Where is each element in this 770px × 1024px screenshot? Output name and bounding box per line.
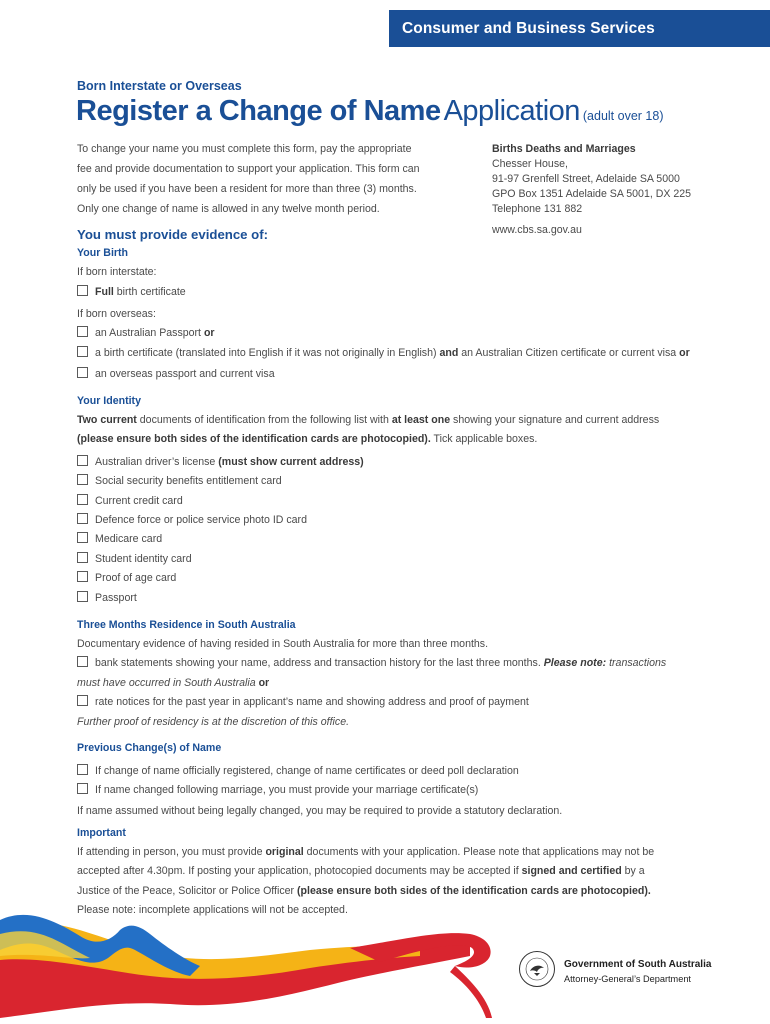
aus-passport-text: an Australian Passport [95, 327, 204, 339]
important-photocopy: (please ensure both sides of the identification cards are photocopied). [297, 885, 651, 897]
full-birth-cert-checkbox[interactable] [77, 285, 88, 296]
important-line [77, 865, 645, 877]
important-text: If attending in person, you must provide [77, 846, 266, 858]
form-eyebrow: Born Interstate or Overseas [77, 79, 242, 93]
id-social-security-checkbox[interactable] [77, 474, 88, 485]
rate-notices-checkbox[interactable] [77, 695, 88, 706]
id-item-label: Proof of age card [95, 572, 177, 584]
intro-line: only be used if you have been a resident for more than three (3) months. [77, 183, 417, 195]
id-student-item [77, 553, 192, 565]
id-passport-checkbox[interactable] [77, 591, 88, 602]
previous-registered-text: If change of name officially registered, change of name certificates or deed poll declaration [95, 765, 519, 777]
id-credit-card-checkbox[interactable] [77, 494, 88, 505]
previous-heading: Previous Change(s) of Name [77, 742, 222, 754]
id-license-text: Australian driver’s license [95, 456, 219, 468]
state-seal-icon [518, 950, 556, 988]
id-license-checkbox[interactable] [77, 455, 88, 466]
bank-statements-checkbox[interactable] [77, 656, 88, 667]
important-line [77, 846, 654, 858]
birth-cert-overseas-checkbox[interactable] [77, 346, 88, 357]
department-name: Attorney-General’s Department [564, 974, 691, 984]
identity-instructions-line [77, 414, 659, 426]
header-bar [389, 10, 770, 47]
important-text: documents with your application. Please note that applications may not be [303, 846, 655, 858]
important-heading: Important [77, 827, 126, 839]
born-overseas-label: If born overseas: [77, 308, 156, 320]
overseas-passport-item [77, 368, 275, 380]
id-social-security-item [77, 475, 282, 487]
previous-note: If name assumed without being legally changed, you may be required to provide a statutory declaration. [77, 805, 563, 817]
birth-heading: Your Birth [77, 247, 129, 259]
id-item-label: Defence force or police service photo ID card [95, 514, 307, 526]
residence-further-note: Further proof of residency is at the discretion of this office. [77, 716, 350, 728]
full-birth-cert-item [77, 286, 186, 298]
rate-notices-item [77, 696, 529, 708]
birth-cert-text: a birth certificate (translated into English if it was not originally in English) [95, 347, 440, 359]
id-credit-card-item [77, 495, 183, 507]
id-item-label: Medicare card [95, 533, 163, 545]
previous-marriage-text: If name changed following marriage, you must provide your marriage certificate(s) [95, 784, 479, 796]
born-interstate-label: If born interstate: [77, 266, 157, 278]
id-student-checkbox[interactable] [77, 552, 88, 563]
id-defence-item [77, 514, 307, 526]
birth-cert-overseas-item [77, 347, 690, 359]
aus-passport-or: or [203, 327, 215, 339]
identity-photocopy-bold: (please ensure both sides of the identification cards are photocopied). [77, 433, 431, 445]
residence-intro: Documentary evidence of having resided in South Australia for more than three months. [77, 638, 489, 650]
id-item-label: Social security benefits entitlement card [95, 475, 282, 487]
intro-line: fee and provide documentation to support your application. This form can [77, 163, 420, 175]
bank-text: bank statements showing your name, address and transaction history for the last three months. [95, 657, 544, 669]
bank-note-bold: Please note: [543, 657, 607, 669]
id-item-label: Current credit card [95, 495, 183, 507]
important-text: Justice of the Peace, Solicitor or Police Officer [77, 885, 298, 897]
bank-statements-item [77, 657, 666, 669]
org-name: Consumer and Business Services [402, 20, 655, 37]
important-text: accepted after 4.30pm. If posting your application, photocopied documents may be accepted if [77, 865, 522, 877]
previous-registered-item [77, 765, 519, 777]
title-note: (adult over 18) [582, 109, 664, 123]
aus-passport-checkbox[interactable] [77, 326, 88, 337]
intro-line: Only one change of name is allowed in any twelve month period. [77, 203, 380, 215]
id-passport-item [77, 592, 137, 604]
id-item-label: Passport [95, 592, 137, 604]
office-street: 91-97 Grenfell Street, Adelaide SA 5000 [492, 173, 680, 185]
title-bold: Register a Change of Name [76, 95, 441, 127]
identity-tick-text: Tick applicable boxes. [430, 433, 538, 445]
flag-ribbon-graphic [0, 900, 500, 1024]
previous-registered-checkbox[interactable] [77, 764, 88, 775]
rate-notices-text: rate notices for the past year in applicant’s name and showing address and proof of payment [95, 696, 529, 708]
birth-cert-or: or [679, 347, 690, 359]
important-text: by a [621, 865, 645, 877]
identity-photocopy-line [77, 433, 537, 445]
aus-passport-item [77, 327, 215, 339]
id-item-label: Student identity card [95, 553, 192, 565]
important-original: original [265, 846, 304, 858]
important-line [77, 885, 651, 897]
identity-text: showing your signature and current address [450, 414, 660, 426]
bank-cont-or: or [255, 677, 270, 689]
id-medicare-checkbox[interactable] [77, 532, 88, 543]
id-proof-of-age-checkbox[interactable] [77, 571, 88, 582]
id-license-bold: (must show current address) [218, 456, 364, 468]
evidence-heading: You must provide evidence of: [77, 227, 269, 242]
government-name: Government of South Australia [564, 959, 712, 970]
full-rest: birth certificate [113, 286, 186, 298]
identity-two-current: Two current [77, 414, 137, 426]
id-defence-checkbox[interactable] [77, 513, 88, 524]
residence-heading: Three Months Residence in South Australia [77, 619, 296, 631]
overseas-passport-checkbox[interactable] [77, 367, 88, 378]
bank-note-italic: transactions [606, 657, 667, 669]
office-name: Births Deaths and Marriages [492, 143, 636, 155]
id-license-item [77, 456, 364, 468]
identity-text: documents of identification from the following list with [136, 414, 392, 426]
overseas-passport-text: an overseas passport and current visa [95, 368, 275, 380]
title-light: Application [443, 95, 580, 127]
important-incomplete-note: Please note: incomplete applications will not be accepted. [77, 904, 348, 916]
bank-continuation [77, 677, 269, 689]
office-website-link[interactable]: www.cbs.sa.gov.au [492, 224, 582, 236]
birth-cert-and: and [439, 347, 459, 359]
full-bold: Full [95, 286, 114, 298]
important-signed: signed and certified [521, 865, 622, 877]
office-building: Chesser House, [492, 158, 568, 170]
identity-at-least-one: at least one [391, 414, 451, 426]
intro-line: To change your name you must complete this form, pay the appropriate [77, 143, 412, 155]
identity-heading: Your Identity [77, 395, 141, 407]
previous-marriage-checkbox[interactable] [77, 783, 88, 794]
office-phone: Telephone 131 882 [492, 203, 583, 215]
page-title [76, 92, 664, 136]
id-medicare-item [77, 533, 162, 545]
office-po-box: GPO Box 1351 Adelaide SA 5001, DX 225 [492, 188, 692, 200]
id-proof-of-age-item [77, 572, 176, 584]
previous-marriage-item [77, 784, 478, 796]
bank-cont-italic: must have occurred in South Australia [77, 677, 256, 689]
birth-cert-mid: an Australian Citizen certificate or current visa [458, 347, 680, 359]
